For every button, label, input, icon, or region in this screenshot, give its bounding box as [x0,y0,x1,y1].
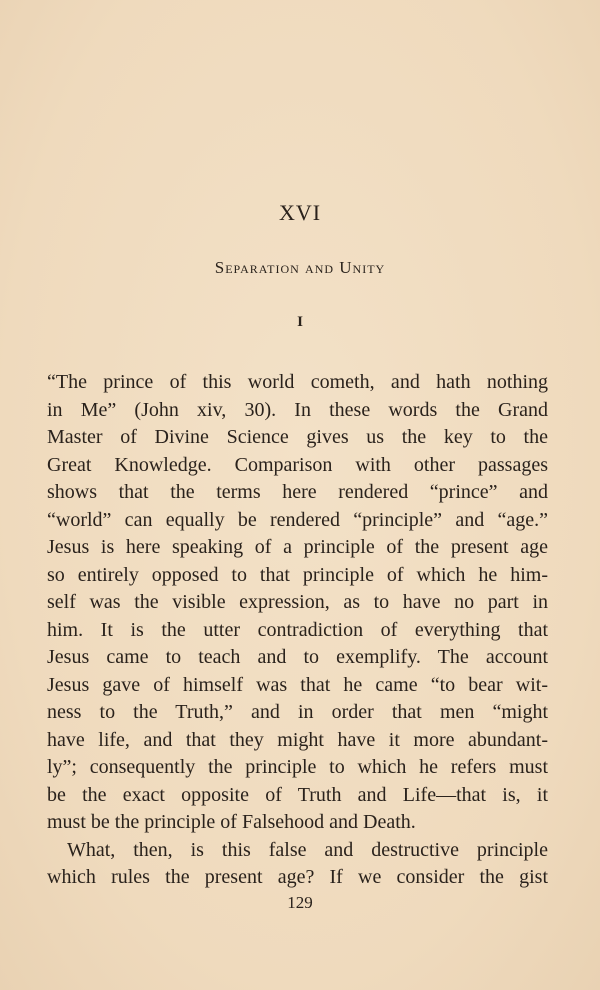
text-line: Jesus came to teach and to exemplify. The account [47,646,548,668]
text-line: Jesus is here speaking of a principle of the present age [47,536,548,558]
text-line: ness to the Truth,” and in order that men “might [47,701,548,723]
text-line: be the exact opposite of Truth and Life—that is, it [47,783,548,806]
chapter-number: XVI [278,200,322,225]
chapter-title: Separation and Unity [214,258,386,277]
text-line: Master of Divine Science gives us the key to the [47,426,548,448]
text-line: “world” can equally be rendered “principle” and “age.” [47,508,548,531]
body-text [47,369,548,892]
text-line: shows that the terms here rendered “prince” and [47,481,548,503]
text-line: self was the visible expression, as to have no part in [47,591,548,613]
text-line: have life, and that they might have it more abundant- [47,728,548,751]
page-number: 129 [287,893,313,912]
section-number: I [297,314,303,330]
text-line: which rules the present age? If we consider the gist [47,866,548,888]
text-line: ly”; consequently the principle to which he refers must [47,756,548,778]
text-line: Great Knowledge. Comparison with other passages [47,453,548,476]
text-line: in Me” (John xiv, 30). In these words the Grand [47,398,548,421]
text-line: so entirely opposed to that principle of which he him- [47,563,548,586]
text-line: must be the principle of Falsehood and Death. [47,811,416,833]
text-line: What, then, is this false and destructive principle [67,838,548,861]
text-line: Jesus gave of himself was that he came “to bear wit- [47,673,548,696]
text-line: him. It is the utter contradiction of everything that [47,618,548,641]
text-line: “The prince of this world cometh, and hath nothing [47,371,548,393]
